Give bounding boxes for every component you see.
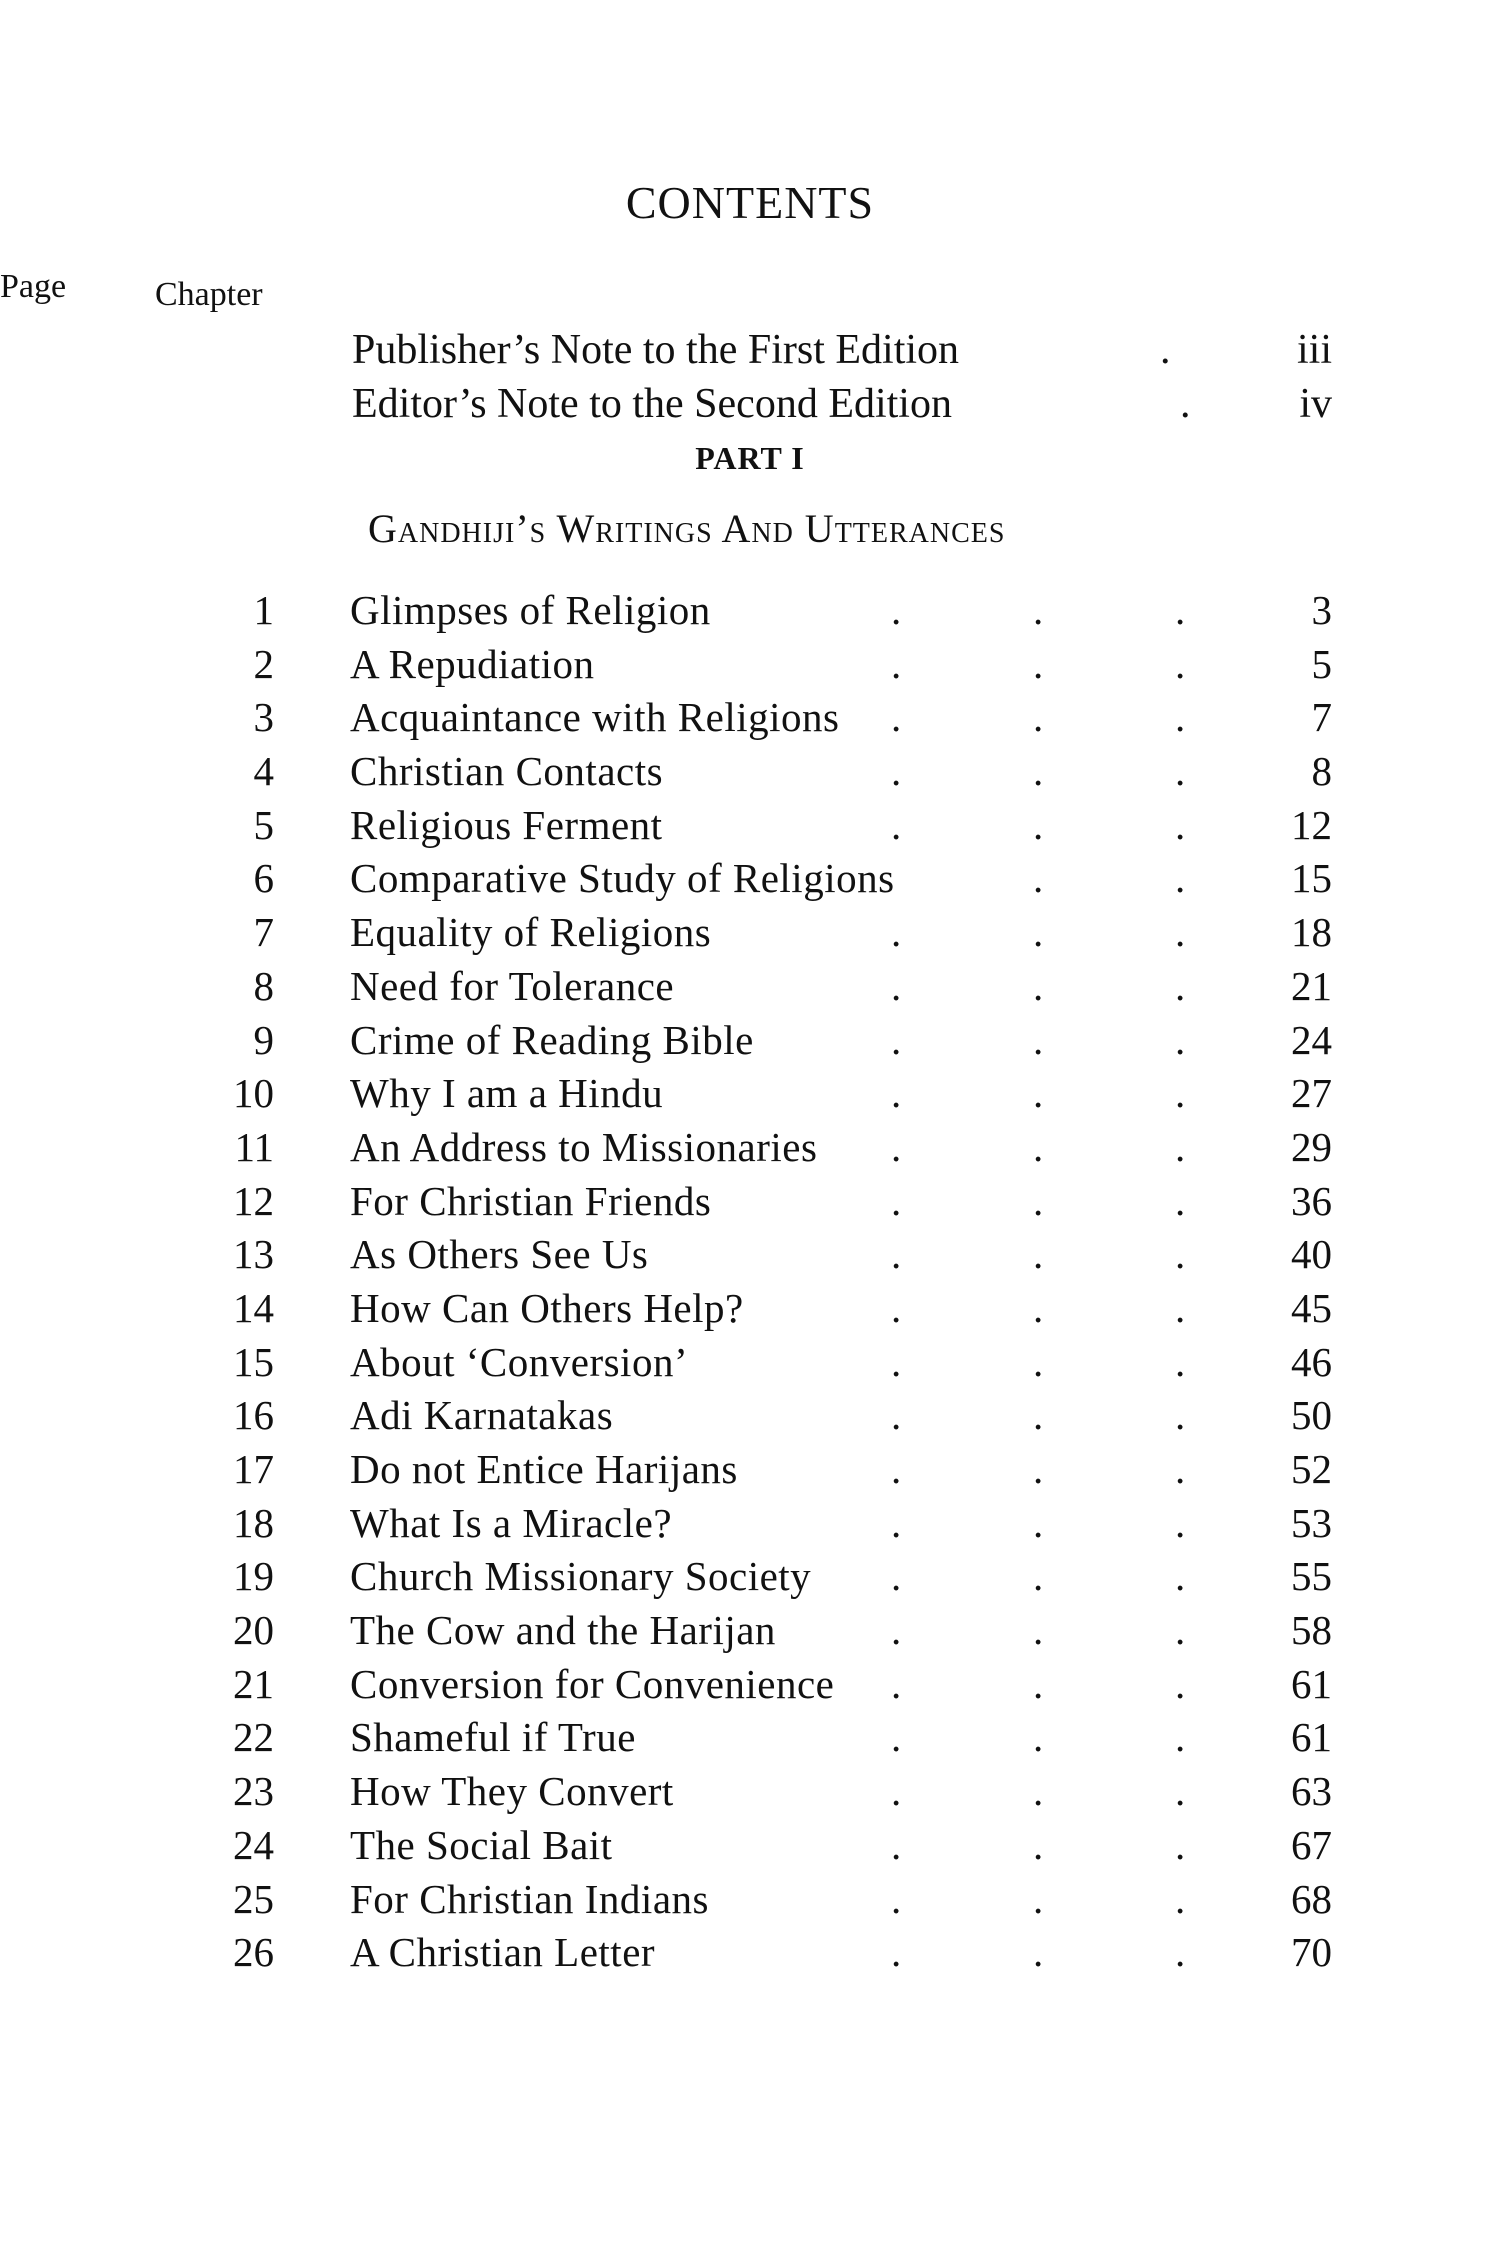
dot-leader: . — [1175, 1714, 1186, 1761]
chapter-title: Christian Contacts — [350, 748, 664, 795]
front-matter-page: iv — [1299, 381, 1332, 427]
toc-entry — [0, 906, 1500, 960]
chapter-title: Adi Karnatakas — [350, 1392, 614, 1439]
chapter-number: 17 — [233, 1446, 274, 1492]
dot-leader: . — [891, 801, 902, 848]
front-matter-leader: . — [1180, 381, 1191, 427]
chapter-page-number: 7 — [1311, 694, 1332, 741]
dot-leader: . — [1033, 1284, 1044, 1331]
chapter-page-number: 15 — [1291, 855, 1332, 902]
chapter-number: 9 — [253, 1016, 274, 1063]
dot-leader: . — [1175, 962, 1186, 1009]
dot-leader: . — [891, 1929, 902, 1976]
chapter-number: 20 — [233, 1607, 274, 1654]
chapter-number: 18 — [233, 1499, 274, 1546]
page-title: CONTENTS — [625, 177, 875, 228]
dot-leader: . — [1033, 1875, 1044, 1922]
dot-leader: . — [1033, 1392, 1044, 1439]
chapter-title: Shameful if True — [350, 1714, 636, 1761]
dot-leader: . — [1033, 1929, 1044, 1976]
toc-entry — [0, 852, 1500, 906]
chapter-page-number: 67 — [1291, 1821, 1332, 1868]
dot-leader: . — [891, 587, 902, 633]
chapter-page-number: 18 — [1291, 909, 1332, 956]
dot-leader: . — [891, 1446, 902, 1492]
dot-leader: . — [891, 1231, 902, 1278]
toc-entry — [0, 1819, 1500, 1873]
chapter-title: Equality of Religions — [350, 909, 712, 956]
toc-entry — [0, 1389, 1500, 1443]
dot-leader: . — [1033, 909, 1044, 956]
dot-leader: . — [1175, 1123, 1186, 1170]
chapter-page-number: 55 — [1291, 1553, 1332, 1600]
part-label: PART I — [695, 440, 805, 476]
chapter-page-number: 63 — [1291, 1768, 1332, 1815]
toc-entry — [0, 960, 1500, 1014]
chapter-page-number: 53 — [1291, 1499, 1332, 1546]
chapter-title: A Christian Letter — [350, 1929, 656, 1976]
dot-leader: . — [1033, 1338, 1044, 1385]
dot-leader: . — [1175, 1660, 1186, 1707]
page-column-header: Page — [0, 268, 67, 305]
dot-leader: . — [1175, 1607, 1186, 1654]
dot-leader: . — [1033, 1446, 1044, 1492]
dot-leader: . — [1175, 1231, 1186, 1278]
table-of-contents — [0, 584, 1500, 1980]
dot-leader: . — [1033, 1070, 1044, 1117]
dot-leader: . — [1175, 801, 1186, 848]
dot-leader: . — [1175, 694, 1186, 741]
chapter-number: 19 — [233, 1553, 274, 1600]
chapter-page-number: 61 — [1291, 1660, 1332, 1707]
chapter-title: Why I am a Hindu — [350, 1070, 664, 1117]
chapter-title: Comparative Study of Religions — [350, 855, 895, 902]
dot-leader: . — [891, 1284, 902, 1331]
chapter-title: An Address to Missionaries — [350, 1123, 818, 1170]
dot-leader: . — [1033, 1499, 1044, 1546]
dot-leader: . — [1033, 1123, 1044, 1170]
front-matter-title: Publisher’s Note to the First Edition — [352, 327, 960, 373]
toc-entry — [0, 1228, 1500, 1282]
dot-leader: . — [891, 748, 902, 795]
chapter-page-number: 58 — [1291, 1607, 1332, 1654]
chapter-title: Need for Tolerance — [350, 962, 675, 1009]
dot-leader: . — [1175, 748, 1186, 795]
chapter-column-header: Chapter — [155, 276, 263, 313]
dot-leader: . — [891, 1177, 902, 1224]
dot-leader: . — [891, 1392, 902, 1439]
toc-entry — [0, 1443, 1500, 1497]
dot-leader: . — [1033, 962, 1044, 1009]
dot-leader: . — [1175, 1768, 1186, 1815]
chapter-page-number: 46 — [1291, 1338, 1332, 1385]
chapter-page-number: 68 — [1291, 1875, 1332, 1922]
dot-leader: . — [891, 1499, 902, 1546]
dot-leader: . — [1175, 1070, 1186, 1117]
chapter-number: 8 — [253, 962, 274, 1009]
dot-leader: . — [1033, 587, 1044, 633]
toc-entry — [0, 1926, 1500, 1980]
toc-entry — [0, 1014, 1500, 1068]
chapter-page-number: 52 — [1291, 1446, 1332, 1492]
dot-leader: . — [1175, 909, 1186, 956]
dot-leader: . — [1033, 1177, 1044, 1224]
dot-leader: . — [1033, 1714, 1044, 1761]
toc-entry — [0, 745, 1500, 799]
toc-entry — [0, 1121, 1500, 1175]
chapter-title: How Can Others Help? — [350, 1284, 744, 1331]
chapter-page-number: 50 — [1291, 1392, 1332, 1439]
front-matter-leader: . — [1160, 327, 1171, 373]
chapter-title: Conversion for Convenience — [350, 1660, 835, 1707]
chapter-title: Religious Ferment — [350, 801, 663, 848]
chapter-number: 15 — [233, 1338, 274, 1385]
toc-entry — [0, 638, 1500, 692]
chapter-number: 12 — [233, 1177, 274, 1224]
chapter-number: 7 — [253, 909, 274, 956]
chapter-number: 6 — [253, 855, 274, 902]
chapter-number: 23 — [233, 1768, 274, 1815]
chapter-title: A Repudiation — [350, 640, 595, 687]
dot-leader: . — [1175, 1553, 1186, 1600]
dot-leader: . — [1033, 1768, 1044, 1815]
chapter-page-number: 5 — [1311, 640, 1332, 687]
toc-entry — [0, 1765, 1500, 1819]
dot-leader: . — [891, 1123, 902, 1170]
dot-leader: . — [1175, 1016, 1186, 1063]
dot-leader: . — [1033, 1821, 1044, 1868]
chapter-title: The Cow and the Harijan — [350, 1607, 776, 1654]
chapter-number: 4 — [253, 748, 274, 795]
chapter-number: 13 — [233, 1231, 274, 1278]
dot-leader: . — [891, 694, 902, 741]
chapter-page-number: 3 — [1311, 587, 1332, 633]
dot-leader: . — [1175, 1177, 1186, 1224]
chapter-number: 21 — [233, 1660, 274, 1707]
chapter-number: 24 — [233, 1821, 274, 1868]
dot-leader: . — [1175, 1338, 1186, 1385]
toc-entry — [0, 1604, 1500, 1658]
dot-leader: . — [1175, 640, 1186, 687]
toc-entry — [0, 691, 1500, 745]
dot-leader: . — [1175, 1446, 1186, 1492]
front-matter-page: iii — [1296, 327, 1332, 373]
chapter-number: 26 — [233, 1929, 274, 1976]
toc-entry — [0, 1175, 1500, 1229]
chapter-title: Do not Entice Harijans — [350, 1446, 738, 1492]
dot-leader: . — [1175, 1499, 1186, 1546]
dot-leader: . — [891, 1875, 902, 1922]
chapter-page-number: 40 — [1291, 1231, 1332, 1278]
chapter-page-number: 8 — [1311, 748, 1332, 795]
dot-leader: . — [891, 1070, 902, 1117]
part-subtitle: Gandhiji’s Writings And Utterances — [368, 506, 1006, 551]
dot-leader: . — [891, 1553, 902, 1600]
dot-leader: . — [1033, 748, 1044, 795]
dot-leader: . — [891, 1660, 902, 1707]
dot-leader: . — [1033, 1016, 1044, 1063]
chapter-number: 10 — [233, 1070, 274, 1117]
chapter-title: Acquaintance with Religions — [350, 694, 840, 741]
chapter-number: 11 — [234, 1123, 274, 1170]
chapter-title: Crime of Reading Bible — [350, 1016, 754, 1063]
dot-leader: . — [1033, 1231, 1044, 1278]
dot-leader: . — [1033, 1660, 1044, 1707]
toc-entry — [0, 1658, 1500, 1712]
dot-leader: . — [1175, 1929, 1186, 1976]
dot-leader: . — [1033, 1553, 1044, 1600]
dot-leader: . — [1033, 640, 1044, 687]
chapter-page-number: 27 — [1291, 1070, 1332, 1117]
dot-leader: . — [1175, 1392, 1186, 1439]
chapter-page-number: 29 — [1291, 1123, 1332, 1170]
chapter-number: 25 — [233, 1875, 274, 1922]
dot-leader: . — [1175, 1875, 1186, 1922]
chapter-title: For Christian Indians — [350, 1875, 709, 1922]
dot-leader: . — [891, 1821, 902, 1868]
dot-leader: . — [891, 962, 902, 1009]
dot-leader: . — [1033, 855, 1044, 902]
toc-entry — [0, 1550, 1500, 1604]
chapter-number: 22 — [233, 1714, 274, 1761]
dot-leader: . — [891, 640, 902, 687]
chapter-title: The Social Bait — [350, 1821, 613, 1868]
chapter-number: 2 — [253, 640, 274, 687]
dot-leader: . — [891, 909, 902, 956]
chapter-page-number: 36 — [1291, 1177, 1332, 1224]
toc-entry — [0, 1497, 1500, 1551]
toc-entry — [0, 799, 1500, 853]
dot-leader: . — [1175, 1284, 1186, 1331]
dot-leader: . — [891, 1338, 902, 1385]
chapter-number: 5 — [253, 801, 274, 848]
chapter-page-number: 70 — [1291, 1929, 1332, 1976]
toc-entry — [0, 1282, 1500, 1336]
chapter-title: Church Missionary Society — [350, 1553, 812, 1600]
dot-leader: . — [1033, 1607, 1044, 1654]
chapter-number: 3 — [253, 694, 274, 741]
dot-leader: . — [1175, 855, 1186, 902]
chapter-page-number: 61 — [1291, 1714, 1332, 1761]
dot-leader: . — [891, 1016, 902, 1063]
toc-entry — [0, 1711, 1500, 1765]
front-matter-row — [352, 326, 1332, 380]
chapter-title: For Christian Friends — [350, 1177, 712, 1224]
front-matter-title: Editor’s Note to the Second Edition — [352, 381, 952, 427]
front-matter-row — [352, 380, 1332, 434]
dot-leader: . — [1175, 587, 1186, 633]
chapter-title: Glimpses of Religion — [350, 587, 711, 633]
chapter-page-number: 12 — [1291, 801, 1332, 848]
toc-entry — [0, 1067, 1500, 1121]
chapter-number: 1 — [253, 587, 274, 633]
toc-entry — [0, 584, 1500, 638]
dot-leader: . — [891, 1607, 902, 1654]
chapter-title: How They Convert — [350, 1768, 674, 1815]
chapter-number: 16 — [233, 1392, 274, 1439]
dot-leader: . — [1033, 694, 1044, 741]
chapter-page-number: 45 — [1291, 1284, 1332, 1331]
toc-entry — [0, 1336, 1500, 1390]
chapter-title: What Is a Miracle? — [350, 1499, 673, 1546]
chapter-number: 14 — [233, 1284, 274, 1331]
dot-leader: . — [1033, 801, 1044, 848]
dot-leader: . — [891, 1768, 902, 1815]
dot-leader: . — [891, 1714, 902, 1761]
chapter-title: As Others See Us — [350, 1231, 649, 1278]
chapter-page-number: 24 — [1291, 1016, 1332, 1063]
toc-entry — [0, 1873, 1500, 1927]
chapter-page-number: 21 — [1291, 962, 1332, 1009]
chapter-title: About ‘Conversion’ — [350, 1338, 689, 1385]
dot-leader: . — [1175, 1821, 1186, 1868]
